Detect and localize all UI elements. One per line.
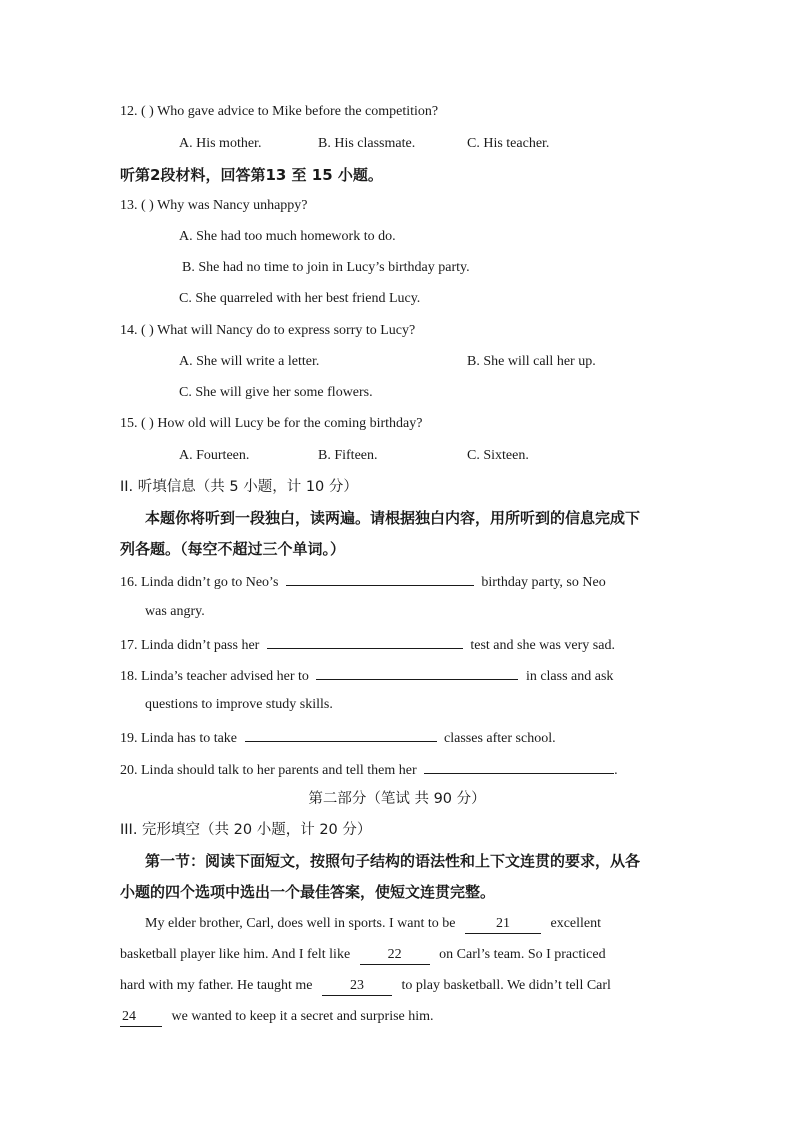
passage-line-4 xyxy=(120,1008,434,1027)
q14-option-a: A. She will write a letter. xyxy=(179,354,320,369)
part-3-title: III. 完形填空（共 20 小题，计 20 分） xyxy=(120,822,372,838)
q16-continuation: was angry. xyxy=(145,604,205,619)
q14-option-b: B. She will call her up. xyxy=(467,354,596,369)
passage-line-2-after: on Carl’s team. So I practiced xyxy=(439,947,606,962)
blank-22[interactable]: 22 xyxy=(360,946,430,965)
part-3-instruction-line-2: 小题的四个选项中选出一个最佳答案，使短文连贯完整。 xyxy=(120,883,496,901)
q16-answer-blank[interactable] xyxy=(286,571,474,586)
blank-21[interactable]: 21 xyxy=(465,915,541,934)
question-13-stem: 13. ( ) Why was Nancy unhappy? xyxy=(120,198,308,213)
q16-text-before: 16. Linda didn’t go to Neo’s xyxy=(120,575,279,590)
question-17 xyxy=(120,634,615,655)
passage-line-4-after: we wanted to keep it a secret and surprise him. xyxy=(171,1009,434,1024)
q20-text-before: 20. Linda should talk to her parents and tell them her xyxy=(120,763,417,778)
written-part-heading: 第二部分（笔试 共 90 分） xyxy=(308,791,486,807)
q20-answer-blank[interactable] xyxy=(424,759,614,774)
passage-line-2 xyxy=(120,946,606,965)
question-19 xyxy=(120,727,556,748)
q13-option-b: B. She had no time to join in Lucy’s birthday party. xyxy=(182,260,470,275)
q17-text-after: test and she was very sad. xyxy=(470,638,615,653)
q17-text-before: 17. Linda didn’t pass her xyxy=(120,638,260,653)
blank-24[interactable]: 24 xyxy=(120,1008,162,1027)
section-2-instruction: 听第2段材料，回答第13 至 15 小题。 xyxy=(120,166,383,184)
passage-line-3-before: hard with my father. He taught me xyxy=(120,978,313,993)
q20-text-after: . xyxy=(614,763,618,778)
q15-option-b: B. Fifteen. xyxy=(318,448,378,463)
q12-option-b: B. His classmate. xyxy=(318,136,416,151)
question-20 xyxy=(120,759,618,780)
question-16 xyxy=(120,571,606,592)
q14-option-c: C. She will give her some flowers. xyxy=(179,385,373,400)
part-2-instruction-line-2: 列各题。（每空不超过三个单词。） xyxy=(120,540,346,558)
passage-line-1-after: excellent xyxy=(550,916,602,931)
question-15-stem: 15. ( ) How old will Lucy be for the coming birthday? xyxy=(120,416,423,431)
q19-text-after: classes after school. xyxy=(444,731,556,746)
q17-answer-blank[interactable] xyxy=(267,634,463,649)
q13-option-c: C. She quarreled with her best friend Lucy. xyxy=(179,291,421,306)
passage-line-2-before: basketball player like him. And I felt like xyxy=(120,947,351,962)
part-3-instruction-line-1: 第一节：阅读下面短文，按照句子结构的语法性和上下文连贯的要求，从各 xyxy=(145,852,641,870)
q18-continuation: questions to improve study skills. xyxy=(145,697,333,712)
q16-text-after: birthday party, so Neo xyxy=(481,575,606,590)
q18-text-before: 18. Linda’s teacher advised her to xyxy=(120,669,309,684)
part-2-instruction-line-1: 本题你将听到一段独白，读两遍。请根据独白内容，用所听到的信息完成下 xyxy=(145,509,641,527)
passage-line-1 xyxy=(145,915,601,934)
q19-answer-blank[interactable] xyxy=(245,727,437,742)
part-2-title: II. 听填信息（共 5 小题，计 10 分） xyxy=(120,479,358,495)
q18-answer-blank[interactable] xyxy=(316,665,518,680)
passage-line-3 xyxy=(120,977,611,996)
blank-23[interactable]: 23 xyxy=(322,977,392,996)
q19-text-before: 19. Linda has to take xyxy=(120,731,238,746)
question-12-stem: 12. ( ) Who gave advice to Mike before the competition? xyxy=(120,104,439,119)
q18-text-after: in class and ask xyxy=(525,669,614,684)
q15-option-a: A. Fourteen. xyxy=(179,448,250,463)
q12-option-a: A. His mother. xyxy=(179,136,262,151)
question-14-stem: 14. ( ) What will Nancy do to express sorry to Lucy? xyxy=(120,323,416,338)
question-18 xyxy=(120,665,613,686)
passage-line-1-before: My elder brother, Carl, does well in sports. I want to be xyxy=(145,916,456,931)
q15-option-c: C. Sixteen. xyxy=(467,448,529,463)
q12-option-c: C. His teacher. xyxy=(467,136,550,151)
q13-option-a: A. She had too much homework to do. xyxy=(179,229,396,244)
passage-line-3-after: to play basketball. We didn’t tell Carl xyxy=(401,978,611,993)
